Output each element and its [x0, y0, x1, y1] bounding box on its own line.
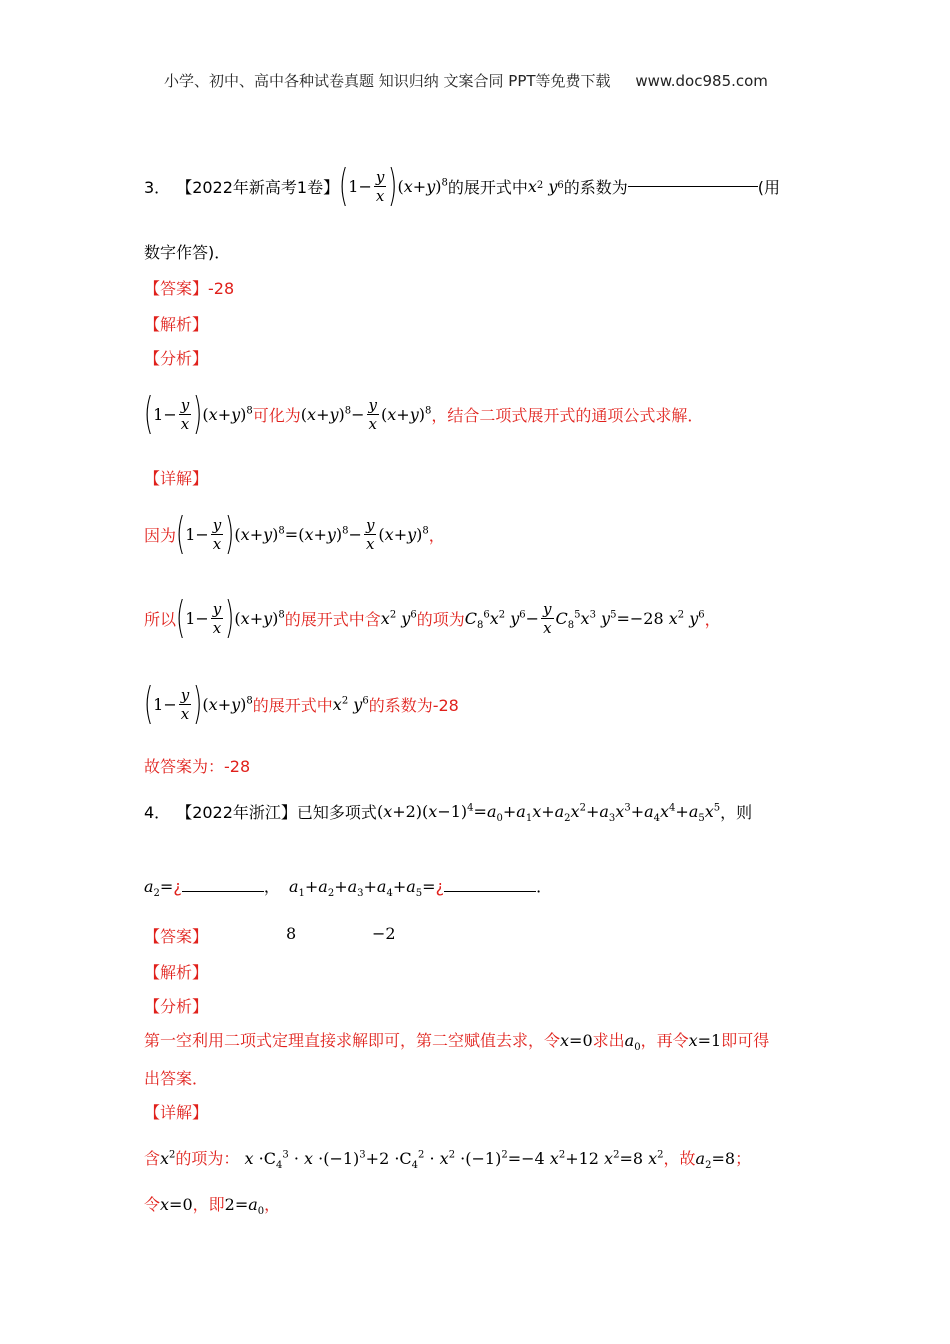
- detail2-prefix: 所以: [144, 609, 177, 629]
- q4-fenxi-line: 第一空利用二项式定理直接求解即可，第二空赋值去求，令x=0求出$a_0$，再令x=1即可得: [144, 1031, 770, 1054]
- q3-paren: (用: [757, 177, 781, 197]
- fenxi-text2: ，结合二项式展开式的通项公式求解．: [431, 405, 704, 425]
- detail1-prefix: 因为: [144, 525, 177, 545]
- answer-value-1: 8: [286, 924, 297, 943]
- detail1-end: ，故: [663, 1149, 696, 1168]
- q3-detail-2: 所以 ( 1− $\frac{y}{x}$ ) $(x+y)^8$ 的展开式中含 $x^2$ $y^6$ 的项为 $C_8^6x^2$ $y^6-$ $\frac{y}{x}$ $C_8^5x^3$ $y^5=-28$ $x^2$ $y^6$ ，: [144, 592, 721, 643]
- fenxi-text1: 可化为: [252, 405, 301, 425]
- fenxi-text2: 求出: [592, 1031, 625, 1050]
- q3-analysis-label: 【解析】: [144, 315, 209, 334]
- q3-stem1: 的展开式中: [447, 177, 528, 197]
- q4-source: 【2022年浙江】: [176, 803, 297, 822]
- q4-blanks: $a_2=¿$ ， $a_1+a_2+a_3+a_4+a_5=¿$ ．: [144, 877, 553, 900]
- q4-num: 4．: [144, 803, 171, 822]
- detail2-mid: ，即: [192, 1195, 225, 1214]
- q3-detail-3: ( 1− $\frac{y}{x}$ ) $(x+y)^8$ 的展开式中 $x^2$ $y^6$ 的系数为-28: [143, 678, 459, 729]
- header-site: www.doc985.com: [635, 72, 768, 90]
- q3-line2: 数字作答)．: [144, 243, 231, 262]
- q3-fenxi-label: 【分析】: [144, 349, 209, 368]
- q4-detail-1: 含$x^2$的项为： $x \cdot C_4^3 \cdot x \cdot(-1)^3+2 \cdot C_4^2 \cdot x^2 \cdot(-1)^2=-4$ $x^2+12$ $x^2=8$ $x^2$，故$a_2=8$；: [144, 1149, 752, 1172]
- answer-value: -28: [208, 279, 235, 298]
- answer-blank[interactable]: [444, 890, 536, 892]
- answer-label: 【答案】: [144, 927, 209, 946]
- detail1-mid: 的项为：: [175, 1149, 240, 1168]
- q4-detail-2: 令x=0，即$2=a_0$，: [144, 1195, 281, 1218]
- detail2-mid1: 的展开式中含: [284, 609, 381, 629]
- page-header: [164, 70, 768, 91]
- q3-answer: [144, 276, 234, 299]
- q4-detail-label: 【详解】: [144, 1103, 209, 1122]
- q4-fenxi-label: 【分析】: [144, 997, 209, 1016]
- answer-label: 【答案】: [144, 279, 209, 298]
- answer-blank[interactable]: [628, 185, 758, 187]
- q3-num: 3．: [144, 177, 171, 197]
- detail3-text1: 的展开式中: [252, 695, 333, 715]
- fenxi-text4: 即可得: [721, 1031, 770, 1050]
- q3-source: 【2022年新高考1卷】: [176, 177, 340, 197]
- detail2-prefix: 令: [144, 1195, 161, 1214]
- detail1-prefix: 含: [144, 1149, 161, 1168]
- q4-stem: 4． 【2022年浙江】 已知多项式 $(x+2)(x-1)^4=a_0+a_1x+a_2x^2+a_3x^3+a_4x^4+a_5x^5$ ，则: [144, 802, 753, 825]
- q3-detail-1: 因为 ( 1− $\frac{y}{x}$ ) $(x+y)^8=(x+y)^8-$ $\frac{y}{x}$ $(x+y)^8$ ，: [144, 508, 445, 559]
- q4-fenxi-line2: 出答案．: [144, 1069, 209, 1088]
- fenxi-text1: 第一空利用二项式定理直接求解即可，第二空赋值去求，令: [144, 1031, 561, 1050]
- q3-fenxi-line: ( 1− $\frac{y}{x}$ ) $(x+y)^8$ 可化为 $(x+y)^8-$ $\frac{y}{x}$ $(x+y)^8$ ，结合二项式展开式的通项公式求解．: [143, 388, 704, 439]
- q3-stem2: 的系数为: [563, 177, 628, 197]
- q3-stem: 3． 【2022年新高考1卷】 ( 1− $\frac{y}{x}$ ) $(x+y)^8$ 的展开式中 x 2 y 6 的系数为 (用: [144, 160, 781, 211]
- q4-stem-end: ，则: [720, 803, 753, 822]
- answer-blank[interactable]: [182, 890, 264, 892]
- q4-analysis-label: 【解析】: [144, 963, 209, 982]
- q4-answer: [144, 924, 396, 947]
- detail2-mid2: 的项为: [416, 609, 465, 629]
- header-text: 小学、初中、高中各种试卷真题 知识归纳 文案合同 PPT等免费下载: [164, 72, 611, 90]
- fenxi-text3: ，再令: [640, 1031, 689, 1050]
- q3-detail-label: 【详解】: [144, 469, 209, 488]
- q4-stem1: 已知多项式: [296, 803, 377, 822]
- answer-value-2: −2: [372, 924, 396, 943]
- q3-conclusion: 故答案为：-28: [144, 757, 251, 776]
- detail3-text2: 的系数为-28: [368, 695, 459, 715]
